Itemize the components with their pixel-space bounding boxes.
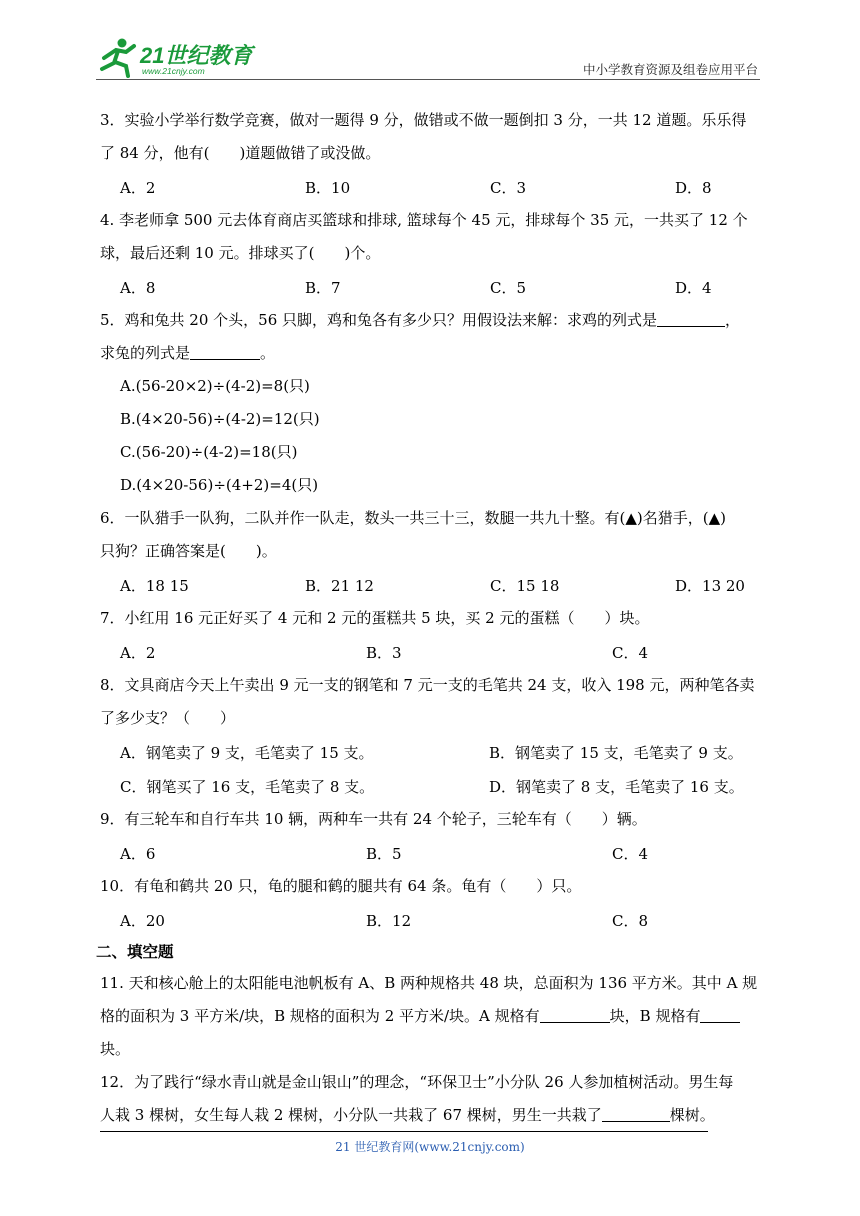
options-row bbox=[100, 735, 764, 769]
option-c: C．5 bbox=[490, 278, 527, 297]
question-list bbox=[96, 104, 764, 1132]
option-b: B．12 bbox=[366, 911, 412, 930]
section-heading: 二、填空题 bbox=[96, 943, 174, 961]
question-text: 了 84 分，他有( )道题做错了或没做。 bbox=[100, 144, 381, 162]
option-a: A．6 bbox=[120, 844, 156, 863]
options-row bbox=[100, 836, 764, 870]
question-text: 12．为了践行“绿水青山就是金山银山”的理念，“环保卫士”小分队 26 人参加植树活动。男生每 bbox=[100, 1073, 734, 1091]
option-b: B．3 bbox=[366, 643, 402, 662]
page-header bbox=[0, 0, 860, 82]
option-c: C．15 18 bbox=[490, 576, 560, 595]
options-row bbox=[100, 270, 764, 304]
question-9 bbox=[100, 803, 764, 870]
options-row bbox=[100, 635, 764, 669]
footer-link[interactable]: 21 世纪教育网(www.21cnjy.com) bbox=[335, 1140, 525, 1154]
question-11 bbox=[100, 967, 764, 1066]
option-c: C．钢笔买了 16 支，毛笔卖了 8 支。 bbox=[120, 777, 375, 796]
question-text: 块。 bbox=[100, 1040, 131, 1058]
logo-text: 21世纪教育 bbox=[140, 43, 253, 68]
question-text: 6．一队猎手一队狗，二队并作一队走，数头一共三十三，数腿一共九十整。有(▲)名猎手，(▲) bbox=[100, 509, 727, 527]
answer-blank[interactable] bbox=[540, 1007, 610, 1023]
question-text: 求兔的列式是 。 bbox=[100, 344, 276, 362]
footer-divider bbox=[100, 1131, 708, 1132]
question-text: 了多少支？（ ） bbox=[100, 709, 236, 727]
question-text: 8．文具商店今天上午卖出 9 元一支的钢笔和 7 元一支的毛笔共 24 支，收入 198 元，两种笔各卖 bbox=[100, 676, 755, 694]
option-c: C．8 bbox=[612, 911, 649, 930]
question-text: 5．鸡和兔共 20 个头，56 只脚，鸡和兔各有多少只？用假设法来解：求鸡的列式是 ， bbox=[100, 311, 741, 329]
answer-blank[interactable] bbox=[700, 1007, 740, 1023]
platform-name: 中小学教育资源及组卷应用平台 bbox=[582, 62, 758, 77]
option-c: C．4 bbox=[612, 844, 649, 863]
answer-blank[interactable] bbox=[657, 311, 725, 327]
option-d: D.(4×20-56)÷(4+2)=4(只) bbox=[120, 476, 319, 494]
question-12 bbox=[100, 1066, 764, 1132]
question-10 bbox=[100, 870, 764, 937]
options-row bbox=[100, 170, 764, 204]
option-b: B．7 bbox=[305, 278, 341, 297]
question-6 bbox=[100, 502, 764, 602]
question-text: 格的面积为 3 平方米/块，B 规格的面积为 2 平方米/块。A 规格有 块，B 规格有 bbox=[100, 1000, 764, 1033]
question-4 bbox=[100, 204, 764, 304]
answer-blank[interactable] bbox=[190, 344, 260, 360]
option-c: C.(56-20)÷(4-2)=18(只) bbox=[120, 443, 298, 461]
question-text: 4. 李老师拿 500 元去体育商店买篮球和排球, 篮球每个 45 元，排球每个 35 元，一共买了 12 个 bbox=[100, 211, 748, 229]
option-a: A．8 bbox=[120, 278, 156, 297]
option-b: B．21 12 bbox=[305, 576, 374, 595]
question-text: 9．有三轮车和自行车共 10 辆，两种车一共有 24 个轮子，三轮车有（ ）辆。 bbox=[100, 810, 647, 828]
option-c: C．4 bbox=[612, 643, 649, 662]
question-text: 10．有龟和鹤共 20 只，龟的腿和鹤的腿共有 64 条。龟有（ ）只。 bbox=[100, 877, 582, 895]
question-text: 人栽 3 棵树，女生每人栽 2 棵树，小分队一共栽了 67 棵树，男生一共栽了 棵树。 bbox=[100, 1106, 715, 1124]
answer-blank[interactable] bbox=[602, 1106, 670, 1122]
question-7 bbox=[100, 602, 764, 669]
header-divider bbox=[96, 79, 760, 80]
logo-21cnjy bbox=[96, 36, 266, 78]
option-a: A．2 bbox=[120, 643, 156, 662]
option-b: B.(4×20-56)÷(4-2)=12(只) bbox=[120, 410, 320, 428]
options-row bbox=[100, 903, 764, 937]
question-5 bbox=[100, 304, 764, 502]
option-b: B．钢笔卖了 15 支，毛笔卖了 9 支。 bbox=[489, 743, 743, 762]
option-b: B．10 bbox=[305, 178, 351, 197]
question-text: 3．实验小学举行数学竞赛，做对一题得 9 分，做错或不做一题倒扣 3 分，一共 12 道题。乐乐得 bbox=[100, 111, 747, 129]
question-8 bbox=[100, 669, 764, 803]
option-a: A．20 bbox=[120, 911, 165, 930]
option-b: B．5 bbox=[366, 844, 402, 863]
option-a: A.(56-20×2)÷(4-2)=8(只) bbox=[120, 377, 310, 395]
question-text: 7．小红用 16 元正好买了 4 元和 2 元的蛋糕共 5 块，买 2 元的蛋糕（ ）块。 bbox=[100, 609, 650, 627]
question-3 bbox=[100, 104, 764, 204]
option-d: D．13 20 bbox=[675, 576, 745, 595]
option-d: D．4 bbox=[675, 278, 712, 297]
option-c: C．3 bbox=[490, 178, 527, 197]
logo-url: www.21cnjy.com bbox=[142, 66, 205, 76]
option-d: D．钢笔卖了 8 支，毛笔卖了 16 支。 bbox=[489, 777, 744, 796]
option-d: D．8 bbox=[675, 178, 712, 197]
option-a: A．2 bbox=[120, 178, 156, 197]
options-row bbox=[100, 568, 764, 602]
option-a: A．18 15 bbox=[120, 576, 189, 595]
question-text: 只狗？正确答案是( )。 bbox=[100, 542, 277, 560]
option-a: A．钢笔卖了 9 支，毛笔卖了 15 支。 bbox=[120, 743, 374, 762]
options-row bbox=[100, 769, 764, 803]
runner-icon bbox=[102, 39, 134, 77]
question-text: 球，最后还剩 10 元。排球买了( )个。 bbox=[100, 244, 381, 262]
question-text: 11. 天和核心舱上的太阳能电池帆板有 A、B 两种规格共 48 块，总面积为 136 平方米。其中 A 规 bbox=[100, 974, 758, 992]
